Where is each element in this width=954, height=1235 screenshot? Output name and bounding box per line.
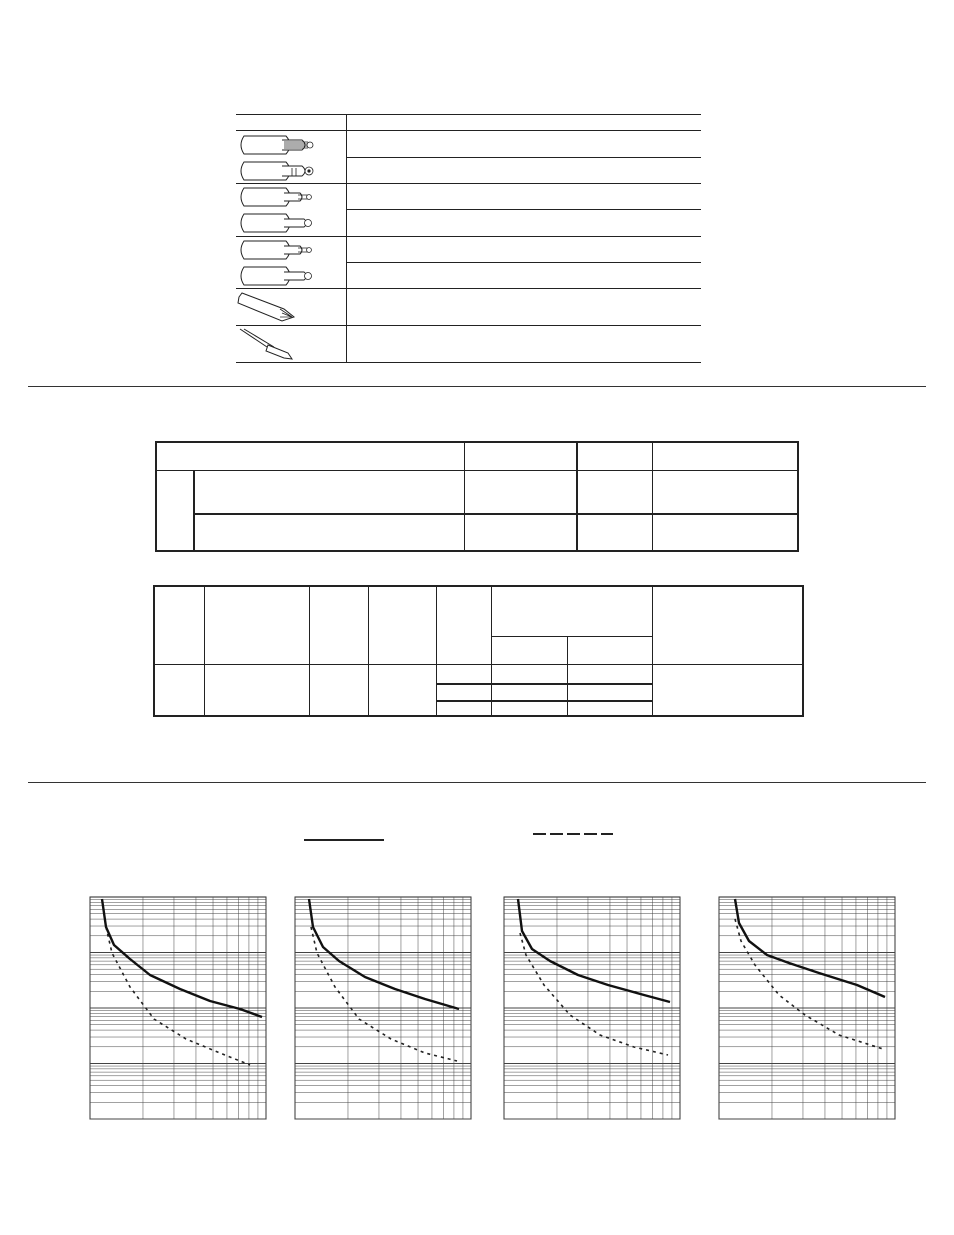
table-rule <box>236 325 701 326</box>
solid-line-sample <box>304 839 384 841</box>
table-rule <box>193 470 195 552</box>
table-rule <box>491 636 652 637</box>
table-rule <box>155 470 799 471</box>
phillips-screwdriver-icon <box>236 291 298 323</box>
table-rule <box>236 130 701 131</box>
table-rule <box>236 236 701 237</box>
table-rule <box>193 513 799 515</box>
table-rule <box>236 362 701 363</box>
table-rule <box>576 441 578 552</box>
stranded-wire-icon <box>238 160 318 182</box>
table-rule <box>347 262 701 263</box>
table-rule <box>464 441 465 552</box>
table-rule <box>236 288 701 289</box>
table-rule <box>436 683 652 685</box>
solid-wire-icon <box>238 212 318 234</box>
table-rule <box>652 441 653 552</box>
table-rule <box>153 664 804 665</box>
table-rule <box>368 585 369 717</box>
time-current-chart-1 <box>84 893 270 1123</box>
table-rule <box>236 183 701 184</box>
dashed-curve <box>735 919 883 1049</box>
table-rule <box>436 700 652 702</box>
stranded-wire-icon <box>238 134 318 156</box>
solid-curve <box>518 899 670 1002</box>
table-rule <box>347 157 701 158</box>
table-rule <box>204 585 205 717</box>
solid-curve <box>309 899 459 1009</box>
dashed-curve <box>311 927 457 1061</box>
table-rule <box>309 585 310 717</box>
dashed-curve <box>106 927 250 1065</box>
dashed-line-sample <box>533 832 615 836</box>
solid-wire-icon <box>238 265 318 287</box>
table-rule <box>236 114 701 115</box>
dashed-curve <box>520 933 668 1055</box>
table-rule <box>652 585 653 717</box>
table-rule <box>491 585 492 717</box>
table-rule <box>567 636 568 717</box>
flat-screwdriver-icon <box>236 327 298 361</box>
time-current-chart-4 <box>713 893 899 1123</box>
tinned-wire-icon <box>238 239 318 261</box>
time-current-chart-2 <box>289 893 475 1123</box>
section-divider <box>28 782 926 783</box>
table-frame <box>153 585 804 717</box>
table-frame <box>155 441 799 552</box>
table-rule <box>347 209 701 210</box>
section-divider <box>28 386 926 387</box>
tinned-wire-icon <box>238 186 318 208</box>
table-rule <box>436 585 437 717</box>
time-current-chart-3 <box>498 893 684 1123</box>
